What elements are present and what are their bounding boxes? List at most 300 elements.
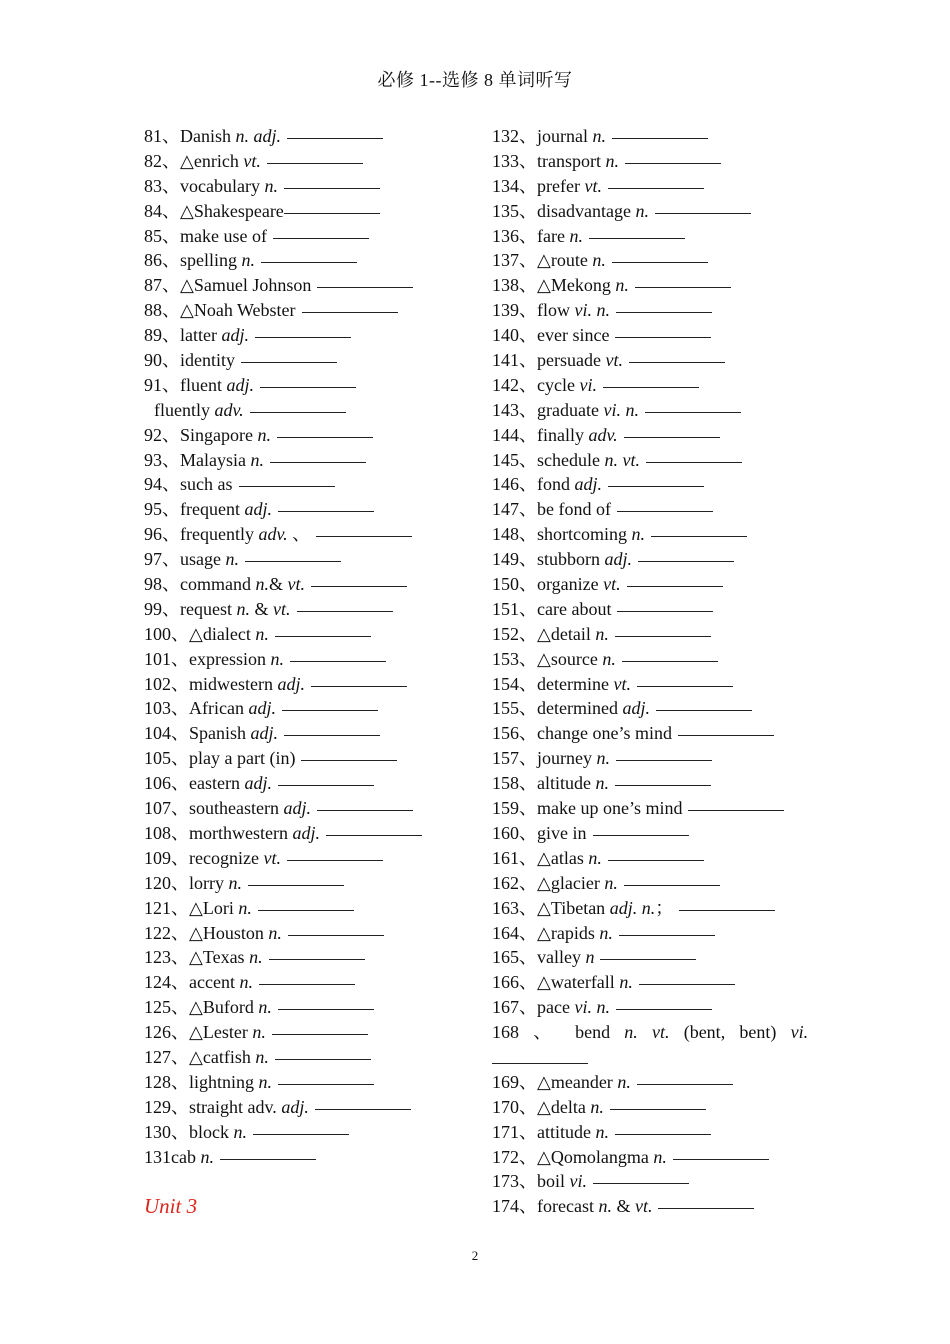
item-word: Spanish (189, 723, 247, 744)
answer-blank[interactable] (277, 436, 373, 438)
answer-blank[interactable] (315, 1108, 411, 1110)
unit-heading: Unit 3 (144, 1194, 198, 1219)
vocab-item (492, 1070, 808, 1095)
left-column (144, 124, 474, 1219)
item-number: 109、 (144, 847, 189, 868)
answer-blank[interactable] (261, 261, 357, 263)
part-of-speech: n. (595, 1121, 609, 1142)
part-of-speech: n. (258, 997, 272, 1018)
item-number: 136、 (492, 225, 537, 246)
answer-blank[interactable] (673, 1158, 769, 1160)
part-of-speech: adj. (622, 698, 650, 719)
answer-blank[interactable] (624, 884, 720, 886)
part-of-speech: adj. (244, 499, 272, 520)
part-of-speech: n. (569, 225, 583, 246)
answer-blank[interactable] (284, 212, 380, 214)
part-of-speech: adj. n. (609, 897, 656, 918)
item-number: 85、 (144, 225, 180, 246)
part-of-speech: n. (588, 847, 602, 868)
part-of-speech: adv. (588, 424, 618, 445)
vocab-item (144, 696, 474, 721)
item-number: 94、 (144, 474, 180, 495)
answer-blank[interactable] (311, 585, 407, 587)
answer-blank[interactable] (637, 685, 733, 687)
vocab-item (492, 821, 808, 846)
item-word: determine (537, 673, 609, 694)
vocab-item (144, 1145, 474, 1170)
answer-blank[interactable] (267, 162, 363, 164)
item-number: 156、 (492, 723, 537, 744)
vocab-item (492, 423, 808, 448)
vocab-item (144, 597, 474, 622)
item-number: 149、 (492, 549, 537, 570)
part-of-speech: n. (241, 250, 255, 271)
answer-blank[interactable] (615, 784, 711, 786)
answer-blank[interactable] (651, 535, 747, 537)
item-word: accent (189, 972, 235, 993)
answer-blank[interactable] (311, 685, 407, 687)
answer-blank[interactable] (627, 585, 723, 587)
answer-blank[interactable] (612, 261, 708, 263)
part-of-speech: vt. (243, 150, 261, 171)
item-word: determined (537, 698, 618, 719)
item-word: straight adv. (189, 1096, 277, 1117)
part-of-speech: vt. (584, 175, 602, 196)
answer-blank[interactable] (655, 212, 751, 214)
part-of-speech: n. (615, 275, 629, 296)
item-word: cycle (537, 374, 575, 395)
part-of-speech: n. (225, 549, 239, 570)
answer-blank[interactable] (290, 660, 386, 662)
answer-blank[interactable] (287, 859, 383, 861)
item-word: △Qomolangma (537, 1146, 649, 1167)
item-number: 168 、 (492, 1022, 561, 1043)
part-of-speech: n. (602, 648, 616, 669)
answer-blank[interactable] (273, 237, 369, 239)
answer-blank[interactable] (629, 361, 725, 363)
answer-blank[interactable] (625, 162, 721, 164)
answer-blank[interactable] (297, 610, 393, 612)
part-of-speech: adj. (250, 723, 279, 744)
vocab-item (492, 1194, 808, 1219)
item-word: Malaysia (180, 449, 246, 470)
item-word: care about (537, 598, 612, 619)
item-number: 139、 (492, 300, 537, 321)
item-word: △Samuel Johnson (180, 275, 312, 296)
part-of-speech: n. (604, 872, 618, 893)
item-word: persuade (537, 350, 601, 371)
vocab-item (144, 1120, 474, 1145)
part-of-speech: n. adj. (235, 126, 282, 146)
item-word: △Tibetan (537, 897, 606, 918)
item-number: 98、 (144, 574, 180, 595)
item-word: be fond of (537, 499, 611, 520)
item-word: altitude (537, 773, 591, 794)
item-number: 124、 (144, 972, 189, 993)
answer-blank[interactable] (260, 386, 356, 388)
item-word: △enrich (180, 150, 239, 171)
answer-blank[interactable] (688, 809, 784, 811)
answer-blank[interactable] (616, 1008, 712, 1010)
item-number: 107、 (144, 798, 189, 819)
vocab-item (144, 572, 474, 597)
vocab-item (492, 1120, 808, 1145)
vocab-item (144, 224, 474, 249)
item-word: attitude (537, 1121, 591, 1142)
answer-blank[interactable] (679, 909, 775, 911)
item-number: 96、 (144, 524, 180, 545)
item-number: 93、 (144, 449, 180, 470)
vocab-item (144, 771, 474, 796)
item-word: pace (537, 997, 570, 1018)
vocab-item (492, 572, 808, 597)
item-number: 152、 (492, 623, 537, 644)
item-word: journey (537, 748, 592, 769)
vocab-item (144, 149, 474, 174)
answer-blank[interactable] (241, 361, 337, 363)
part-of-speech: n. (631, 524, 645, 545)
answer-blank[interactable] (284, 734, 380, 736)
item-word: shortcoming (537, 524, 627, 545)
item-number: 97、 (144, 549, 180, 570)
item-number: 148、 (492, 524, 537, 545)
item-number: 86、 (144, 250, 180, 271)
part-of-speech: n. (635, 200, 649, 221)
item-word: transport (537, 150, 601, 171)
answer-blank[interactable] (317, 809, 413, 811)
vocab-item (144, 174, 474, 199)
answer-blank[interactable] (646, 461, 742, 463)
answer-blank[interactable] (593, 1182, 689, 1184)
answer-blank[interactable] (615, 635, 711, 637)
answer-blank[interactable] (317, 286, 413, 288)
vocab-item (144, 896, 474, 921)
answer-blank[interactable] (255, 336, 351, 338)
item-number: 133、 (492, 150, 537, 171)
vocab-item (144, 472, 474, 497)
item-word: fare (537, 225, 565, 246)
answer-blank[interactable] (616, 311, 712, 313)
part-of-speech: vi. (790, 1022, 809, 1043)
answer-blank[interactable] (656, 709, 752, 711)
item-word: Singapore (180, 424, 253, 445)
answer-blank[interactable] (253, 1133, 349, 1135)
vocab-item (492, 497, 808, 522)
part-of-speech: n. (236, 598, 250, 619)
item-number: 159、 (492, 798, 537, 819)
item-number: 81、 (144, 126, 180, 146)
item-word: schedule (537, 449, 600, 470)
part-of-speech: n. (249, 947, 263, 968)
item-number: 172、 (492, 1146, 537, 1167)
item-number: 84、 (144, 200, 180, 221)
item-word: flow (537, 300, 570, 321)
part-of-speech: adj. (604, 549, 633, 570)
item-number: 166、 (492, 972, 537, 993)
answer-blank[interactable] (239, 485, 335, 487)
part-of-speech: vt. (273, 598, 291, 619)
answer-blank[interactable] (326, 834, 422, 836)
answer-blank[interactable] (316, 535, 412, 537)
part-of-speech: n. (233, 1121, 247, 1142)
answer-blank[interactable] (612, 137, 708, 139)
answer-blank[interactable] (220, 1158, 316, 1160)
item-word: change one’s mind (537, 723, 672, 744)
item-number: 120、 (144, 872, 189, 893)
answer-blank[interactable] (658, 1207, 754, 1209)
vocab-item (144, 124, 474, 149)
part-of-speech: n. (598, 1196, 612, 1217)
answer-blank[interactable] (302, 311, 398, 313)
answer-blank[interactable] (617, 510, 713, 512)
item-number: 142、 (492, 374, 537, 395)
answer-blank[interactable] (301, 759, 397, 761)
vocab-item (144, 871, 474, 896)
item-number: 171、 (492, 1121, 537, 1142)
item-word: southeastern (189, 798, 279, 819)
item-number: 128、 (144, 1071, 189, 1092)
answer-blank[interactable] (645, 411, 741, 413)
item-word: valley (537, 947, 581, 968)
item-number: 162、 (492, 872, 537, 893)
answer-blank[interactable] (248, 884, 344, 886)
item-number: 108、 (144, 822, 189, 843)
vocab-item (144, 721, 474, 746)
item-number: 92、 (144, 424, 180, 445)
vocab-item (492, 522, 808, 547)
vocab-item (144, 199, 474, 224)
answer-blank[interactable] (272, 1033, 368, 1035)
item-number: 146、 (492, 474, 537, 495)
part-of-speech: n (585, 947, 595, 968)
item-number: 82、 (144, 150, 180, 171)
answer-blank[interactable] (638, 560, 734, 562)
vocab-item (492, 472, 808, 497)
answer-blank[interactable] (245, 560, 341, 562)
vocab-item (144, 423, 474, 448)
item-word: Danish (180, 126, 231, 146)
part-of-speech: n. (250, 449, 264, 470)
vocab-item (144, 995, 474, 1020)
vocab-item (492, 796, 808, 821)
part-of-speech: vi. (569, 1171, 588, 1192)
item-word: fluently (154, 399, 210, 420)
vocab-item (492, 448, 808, 473)
part-of-speech: adj. (283, 798, 311, 819)
answer-blank[interactable] (619, 934, 715, 936)
item-number: 158、 (492, 773, 537, 794)
part-of-speech: vi. n. (603, 399, 639, 420)
item-word: △meander (537, 1071, 613, 1092)
item-number: 138、 (492, 275, 537, 296)
part-of-speech: n. (238, 897, 252, 918)
answer-blank[interactable] (278, 784, 374, 786)
item-word: disadvantage (537, 200, 631, 221)
answer-blank[interactable] (639, 983, 735, 985)
item-word: midwestern (189, 673, 273, 694)
item-word: eastern (189, 773, 240, 794)
answer-blank[interactable] (278, 1083, 374, 1085)
item-number: 89、 (144, 325, 180, 346)
item-number: 129、 (144, 1096, 189, 1117)
answer-blank[interactable] (622, 660, 718, 662)
connector: & (611, 1196, 635, 1217)
vocab-item (492, 1095, 808, 1120)
item-number: 125、 (144, 997, 189, 1018)
item-number: 163、 (492, 897, 537, 918)
part-of-speech: n. (255, 574, 269, 595)
answer-blank[interactable] (610, 1108, 706, 1110)
item-number: 143、 (492, 399, 537, 420)
answer-blank[interactable] (635, 286, 731, 288)
answer-blank[interactable] (600, 958, 696, 960)
item-number: 105、 (144, 748, 189, 769)
item-word: lightning (189, 1071, 255, 1092)
vocab-item (492, 846, 808, 871)
punctuation: 、 (287, 524, 311, 545)
vocab-item (144, 622, 474, 647)
item-number: 127、 (144, 1046, 189, 1067)
vocab-item (492, 970, 808, 995)
answer-blank[interactable] (593, 834, 689, 836)
item-number: 169、 (492, 1071, 537, 1092)
answer-blank[interactable] (284, 187, 380, 189)
answer-blank[interactable] (624, 436, 720, 438)
item-word: organize (537, 574, 599, 595)
vocab-item (492, 323, 808, 348)
item-number: 123、 (144, 947, 189, 968)
answer-line (492, 1045, 808, 1070)
part-of-speech: n. vt. (604, 449, 640, 470)
part-of-speech: n. (595, 773, 609, 794)
part-of-speech: n. (258, 1071, 273, 1092)
vocab-item (144, 821, 474, 846)
answer-blank[interactable] (282, 709, 378, 711)
item-number: 145、 (492, 449, 537, 470)
item-word: boil (537, 1171, 566, 1192)
part-of-speech: adj. (248, 698, 276, 719)
item-number: 90、 (144, 350, 180, 371)
item-word: △detail (537, 623, 591, 644)
vocab-item (492, 248, 808, 273)
vocab-item (144, 448, 474, 473)
item-number: 88、 (144, 300, 180, 321)
answer-blank[interactable] (608, 859, 704, 861)
vocab-item (144, 647, 474, 672)
page-number: 2 (471, 1248, 479, 1263)
part-of-speech: n. (200, 1146, 214, 1167)
part-of-speech: adj. (244, 773, 272, 794)
item-number: 160、 (492, 822, 537, 843)
item-word: △Lester (189, 1022, 248, 1043)
item-word: spelling (180, 250, 237, 271)
part-of-speech: n. (592, 250, 606, 271)
vocab-item (144, 348, 474, 373)
item-word: △Mekong (537, 275, 611, 296)
answer-blank[interactable] (492, 1062, 588, 1064)
answer-blank[interactable] (250, 411, 346, 413)
answer-blank[interactable] (615, 336, 711, 338)
answer-blank[interactable] (278, 1008, 374, 1010)
answer-blank[interactable] (615, 1133, 711, 1135)
vocab-item (144, 746, 474, 771)
answer-blank[interactable] (288, 934, 384, 936)
part-of-speech: vi. (579, 374, 597, 395)
vocab-item (144, 1045, 474, 1070)
item-word: journal (537, 126, 588, 146)
item-word: expression (189, 648, 266, 669)
part-of-speech: n. (270, 648, 284, 669)
item-word: △rapids (537, 922, 595, 943)
connector: & (268, 574, 288, 595)
answer-blank[interactable] (589, 237, 685, 239)
part-of-speech: n. (592, 126, 606, 146)
answer-blank[interactable] (278, 510, 374, 512)
answer-blank[interactable] (259, 983, 355, 985)
vocab-item (492, 1145, 808, 1170)
vocab-item (144, 672, 474, 697)
part-of-speech: vi. n. (574, 997, 610, 1018)
item-word: morthwestern (189, 822, 288, 843)
vocab-item (492, 622, 808, 647)
part-of-speech: n. (590, 1096, 604, 1117)
item-number: 131 (144, 1146, 171, 1167)
answer-blank[interactable] (275, 635, 371, 637)
vocab-item (492, 672, 808, 697)
item-word: frequently (180, 524, 254, 545)
answer-blank[interactable] (616, 759, 712, 761)
vocab-item (492, 696, 808, 721)
item-word: fond (537, 474, 570, 495)
answer-blank[interactable] (608, 485, 704, 487)
item-number: 140、 (492, 325, 537, 346)
item-number: 83、 (144, 175, 180, 196)
item-word: identity (180, 350, 235, 371)
part-of-speech: n. (619, 972, 633, 993)
item-number: 154、 (492, 673, 537, 694)
punctuation: ； (655, 897, 674, 918)
answer-blank[interactable] (269, 958, 365, 960)
vocab-item (144, 298, 474, 323)
vocab-item (144, 796, 474, 821)
answer-blank[interactable] (678, 734, 774, 736)
answer-blank[interactable] (270, 461, 366, 463)
vocab-item (144, 547, 474, 572)
item-number: 102、 (144, 673, 189, 694)
answer-blank[interactable] (608, 187, 704, 189)
spacer (144, 1169, 474, 1194)
vocab-item (144, 323, 474, 348)
item-number: 91、 (144, 374, 180, 395)
vocab-item (492, 896, 808, 921)
part-of-speech: vt. (263, 847, 281, 868)
part-of-speech: vt. (287, 574, 305, 595)
answer-blank[interactable] (287, 137, 383, 139)
item-word: stubborn (537, 549, 600, 570)
connector: & (249, 598, 273, 619)
item-word: △Noah Webster (180, 300, 296, 321)
answer-blank[interactable] (258, 909, 354, 911)
part-of-speech: n. (255, 623, 269, 644)
answer-blank[interactable] (603, 386, 699, 388)
vocab-item (492, 746, 808, 771)
answer-blank[interactable] (617, 610, 713, 612)
answer-blank[interactable] (275, 1058, 371, 1060)
item-word: block (189, 1121, 229, 1142)
answer-blank[interactable] (637, 1083, 733, 1085)
part-of-speech: n. (617, 1071, 631, 1092)
item-number: 87、 (144, 275, 180, 296)
